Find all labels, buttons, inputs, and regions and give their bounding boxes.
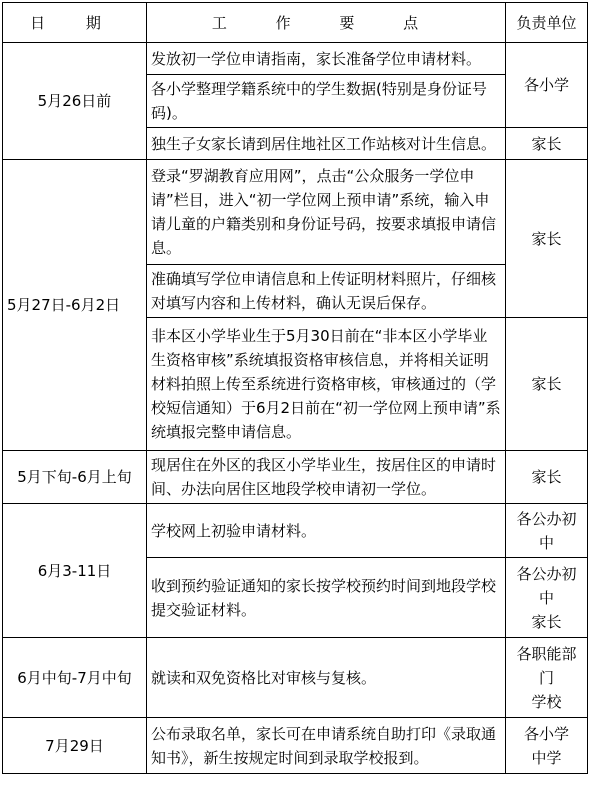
header-task: 工 作 要 点	[147, 3, 506, 43]
table-row	[3, 451, 588, 504]
responsible-cell: 各小学 中学	[506, 718, 588, 774]
header-row	[3, 3, 588, 43]
task-cell: 非本区小学毕业生于5月30日前在“非本区小学毕业生资格审核”系统填报资格审核信息，并将相关证明材料拍照上传至系统进行资格审核，审核通过的（学校短信通知）于6月2日前在“初一学位网上预申请”系统填报完整申请信息。	[147, 318, 506, 451]
table-row	[3, 43, 588, 75]
table-row	[3, 160, 588, 265]
date-cell: 7月29日	[3, 718, 147, 774]
task-cell: 准确填写学位申请信息和上传证明材料照片，仔细核对填写内容和上传材料，确认无误后保存。	[147, 265, 506, 318]
task-cell: 发放初一学位申请指南，家长准备学位申请材料。	[147, 43, 506, 75]
responsible-cell: 各公办初中	[506, 504, 588, 558]
date-cell: 6月中旬-7月中旬	[3, 638, 147, 718]
header-date: 日 期	[3, 3, 147, 43]
task-cell: 登录“罗湖教育应用网”，点击“公众服务一学位申请”栏目，进入“初一学位网上预申请”系统，输入申请儿童的户籍类别和身份证号码，按要求填报申请信息。	[147, 160, 506, 265]
date-cell: 5月下旬-6月上旬	[3, 451, 147, 504]
table-row	[3, 718, 588, 774]
task-cell: 独生子女家长请到居住地社区工作站核对计生信息。	[147, 128, 506, 160]
task-cell: 就读和双免资格比对审核与复核。	[147, 638, 506, 718]
responsible-cell: 家长	[506, 128, 588, 160]
header-responsible: 负责单位	[506, 3, 588, 43]
responsible-cell: 家长	[506, 318, 588, 451]
responsible-cell: 家长	[506, 451, 588, 504]
task-cell: 收到预约验证通知的家长按学校预约时间到地段学校提交验证材料。	[147, 558, 506, 638]
date-cell: 5月26日前	[3, 43, 147, 160]
table-row	[3, 638, 588, 718]
responsible-cell: 各小学	[506, 43, 588, 128]
date-cell: 6月3-11日	[3, 504, 147, 638]
task-cell: 各小学整理学籍系统中的学生数据(特别是身份证号码)。	[147, 75, 506, 128]
responsible-cell: 各职能部门 学校	[506, 638, 588, 718]
table-row	[3, 504, 588, 558]
task-cell: 公布录取名单，家长可在申请系统自助打印《录取通知书》，新生按规定时间到录取学校报到。	[147, 718, 506, 774]
task-cell: 现居住在外区的我区小学毕业生，按居住区的申请时间、办法向居住区地段学校申请初一学位。	[147, 451, 506, 504]
schedule-table	[2, 2, 588, 774]
responsible-cell: 家长	[506, 160, 588, 318]
task-cell: 学校网上初验申请材料。	[147, 504, 506, 558]
date-cell: 5月27日-6月2日	[3, 160, 147, 451]
responsible-cell: 各公办初中 家长	[506, 558, 588, 638]
